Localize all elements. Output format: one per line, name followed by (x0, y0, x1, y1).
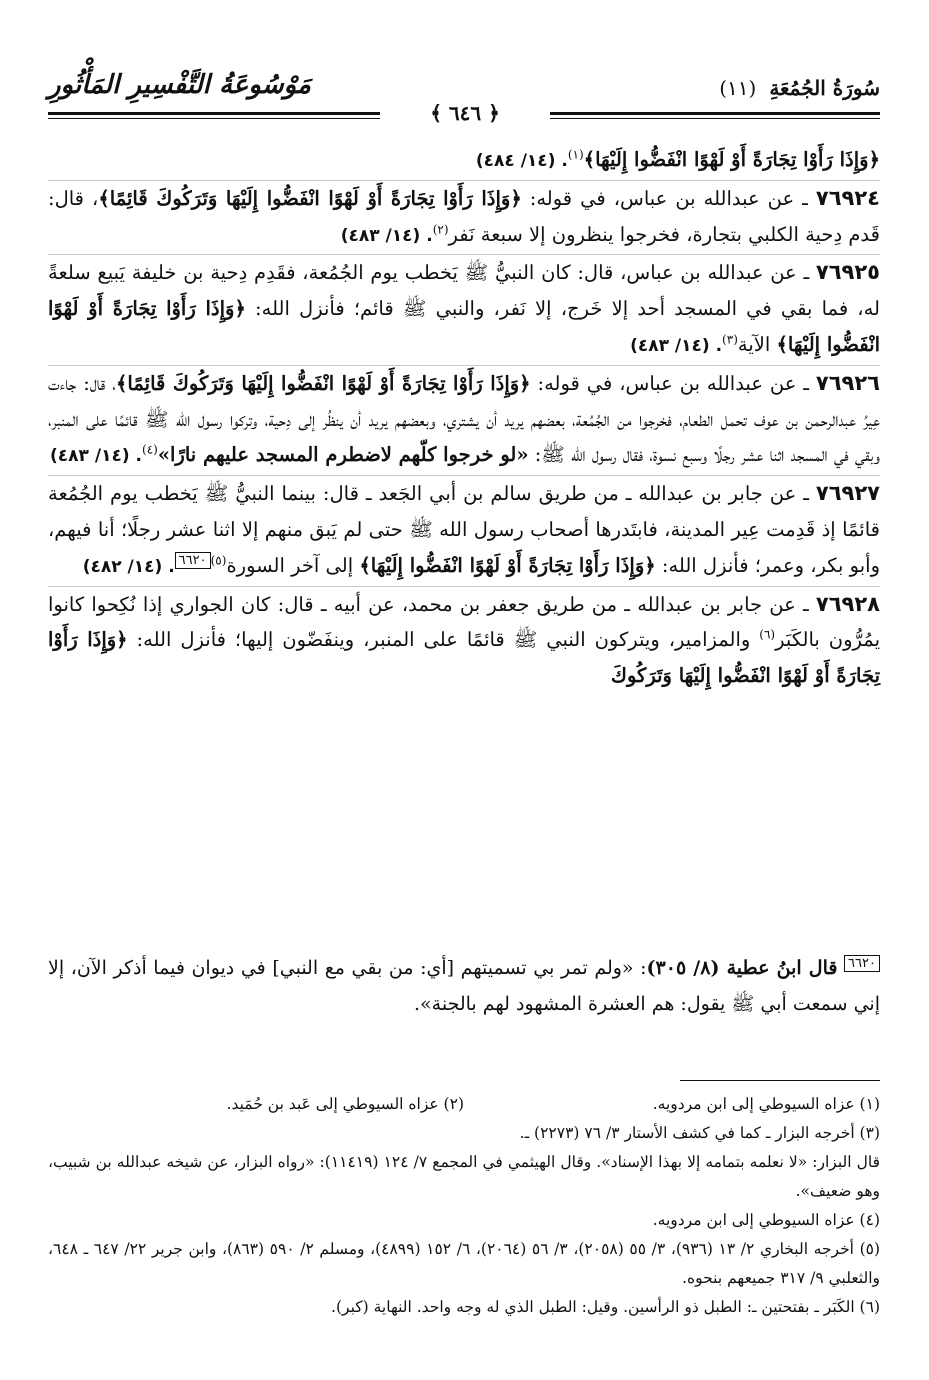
verse-quote: ﴿وَإِذَا رَأَوْا تِجَارَةً أَوْ لَهْوًا انْفَضُّوا إِلَيْهَا وَتَرَكُوكَ (48, 628, 880, 688)
hadith-entry (48, 586, 880, 694)
footnote-mark: (٢) (432, 222, 449, 237)
entry-text: ، قال: جاءت عِيرُ عبدالرحمن بن عوف تحمل الطعام، فخرجوا من الجُمُعة، بعضهم يريد أن يشتري، وبعضهم يريد أن ينظُر إلى دِحية، وتركوا رسول الله ﷺ قائمًا على المنبر، وبقي في المسجد اثنا عشر رجلًا وسبع نسوة، فقال رسول الله ﷺ: (48, 371, 880, 467)
footnote-mark: (٦) (759, 627, 776, 642)
verse-heading (48, 142, 880, 180)
volume-ref: . (١٤/ ٤٨٣) (630, 335, 723, 356)
verse-quote: ﴿وَإِذَا رَأَوْا تِجَارَةً أَوْ لَهْوًا انْفَضُّوا إِلَيْهَا وَتَرَكُوكَ قَائِمًا﴾ (98, 186, 522, 210)
book-title: مَوْسُوعَةُ التَّفْسِيرِ المَأْثُورِ (48, 70, 311, 100)
commentary-author: قال ابنُ عطية (726, 957, 838, 979)
entry-text: إلى آخر السورة (226, 553, 360, 577)
footnote-mark: (٤) (142, 442, 158, 457)
footnote: (٢) عزاه السيوطي إلى عَبد بن حُمَيد. (226, 1095, 464, 1113)
surah-name: سُورَةُ الجُمُعَةِ (769, 76, 880, 100)
footnote-separator (680, 1080, 880, 1081)
entry-text: ـ عن عبدالله بن عباس، في قوله: (521, 186, 816, 210)
footnote: قال البزار: «لا نعلمه بتمامه إلا بهذا الإسناد». وقال الهيثمي في المجمع ٧/ ١٢٤ (١١٤١٩): «رواه البزار، عن شيخه عبدالله بن شبيب، وهو ضعيف». (48, 1153, 880, 1200)
volume-ref: . (١٤/ ٤٨٣) (340, 225, 433, 246)
surah-title (719, 76, 880, 100)
hadith-entry (48, 475, 880, 585)
entry-number: ٧٦٩٢٤ (815, 185, 880, 210)
footnote-mark: (٣) (722, 332, 738, 347)
footnote: (٥) أخرجه البخاري ٢/ ١٣ (٩٣٦)، ٣/ ٥٥ (٢٠٥٨)، ٣/ ٥٦ (٢٠٦٤)، ٦/ ١٥٢ (٤٨٩٩)، ومسلم ٢/ ٥٩٠ (٨٦٣)، وابن جرير ٢٢/ ٦٤٧ ـ ٦٤٨، والثعلبي ٩/ ٣١٧ جميعهم بنحوه. (48, 1240, 881, 1287)
commentary-text: : «ولم تمر بي تسميتهم [أي: من بقي مع النبي] في ديوان فيما أذكر الآن، إلا إني سمعت أبي ﷺ يقول: هم العشرة المشهود لهم بالجنة». (48, 957, 880, 1015)
verse-text: ﴿وَإِذَا رَأَوْا تِجَارَةً أَوْ لَهْوًا انْفَضُّوا إِلَيْهَا﴾ (583, 148, 880, 171)
entry-text: ـ عن جابر بن عبدالله ـ من طريق جعفر بن محمد، عن أبيه ـ قال: كان الجواري إذا نُكِحوا كانوا يمُرُّون بالكَبَر (48, 592, 880, 652)
entry-text: ـ عن عبدالله بن عباس، في قوله: (530, 371, 816, 395)
volume-ref: . (١٤/ ٤٨٢) (82, 556, 175, 577)
commentary-ref: (٨/ ٣٠٥) (646, 957, 727, 979)
verse-quote: ﴿وَإِذَا رَأَوْا تِجَارَةً أَوْ لَهْوًا انْفَضُّوا إِلَيْهَا وَتَرَكُوكَ قَائِمًا﴾ (116, 371, 531, 395)
surah-number: (١١) (719, 76, 757, 100)
entry-number: ٧٦٩٢٦ (815, 370, 880, 395)
page-number: ﴿ ٦٤٦ ﴾ (380, 98, 550, 128)
prophet-quote: «لو خرجوا كلّهم لاضطرم المسجد عليهم نارًا» (157, 443, 529, 467)
footnotes (48, 1090, 880, 1322)
hadith-entry (48, 180, 880, 255)
footnote-row (48, 1090, 880, 1119)
footnote: (٤) عزاه السيوطي إلى ابن مردويه. (652, 1211, 880, 1229)
verse-quote: ﴿وَإِذَا رَأَوْا تِجَارَةً أَوْ لَهْوًا انْفَضُّوا إِلَيْهَا﴾ (48, 297, 880, 356)
footnote-mark: (٥) (210, 553, 227, 568)
hadith-entry (48, 365, 880, 475)
entry-text: ـ عن جابر بن عبدالله ـ من طريق سالم بن أبي الجَعد ـ قال: بينما النبيُّ ﷺ يَخطب يوم الجُمُعة قائمًا إذ قَدِمت عِير المدينة، فابتَدرها أصحاب رسول الله ﷺ حتى لم يَبق منهم إلا اثنا عشر رجلًا؛ أنا فيهم، وأبو بكر، وعمر؛ فأنزل الله: (48, 482, 880, 577)
volume-ref: . (١٤/ ٤٨٤) (475, 151, 568, 171)
entry-number: ٧٦٩٢٨ (815, 591, 880, 616)
volume-ref: . (١٤/ ٤٨٣) (50, 446, 142, 467)
entry-text: ـ عن عبدالله بن عباس، قال: كان النبيُّ ﷺ يَخطب يوم الجُمُعة، فقَدِم دِحية بن خليفة يَبيع سلعةً له، فما بقي في المسجد أحد إلا خَرج، إلا نَفر، والنبي ﷺ قائم؛ فأنزل الله: (48, 261, 880, 321)
footnote: (١) عزاه السيوطي إلى ابن مردويه. (652, 1095, 880, 1113)
verse-quote: ﴿وَإِذَا رَأَوْا تِجَارَةً أَوْ لَهْوًا انْفَضُّوا إِلَيْهَا﴾ (359, 553, 656, 577)
entry-text: الآية (737, 332, 777, 356)
entry-text: والمزامير، ويتركون النبي ﷺ قائمًا على المنبر، وينفَضّون إليها؛ فأنزل الله: (127, 628, 760, 652)
footnote: (٦) الكَبَر ـ بفتحتين ـ: الطبل ذو الرأسين. وقيل: الطبل الذي له وجه واحد. النهاية (كبر). (331, 1298, 880, 1316)
entry-number: ٧٦٩٢٥ (815, 260, 880, 285)
hadith-entry (48, 254, 880, 364)
entry-text: ، قال: قَدم دِحية الكلبي بتجارة، فخرجوا ينظرون إلا سبعة نَفر (48, 186, 880, 246)
entry-number: ٧٦٩٢٧ (815, 481, 880, 506)
commentary-link[interactable]: ٦٦٢٠ (175, 552, 211, 569)
commentary-block (48, 950, 880, 1022)
commentary-number: ٦٦٢٠ (844, 955, 880, 972)
footnote: (٣) أخرجه البزار ـ كما في كشف الأستار ٣/ ٧٦ (٢٢٧٣) ـ. (519, 1124, 880, 1142)
footnote-mark: (١) (567, 147, 584, 162)
main-text (48, 142, 880, 694)
